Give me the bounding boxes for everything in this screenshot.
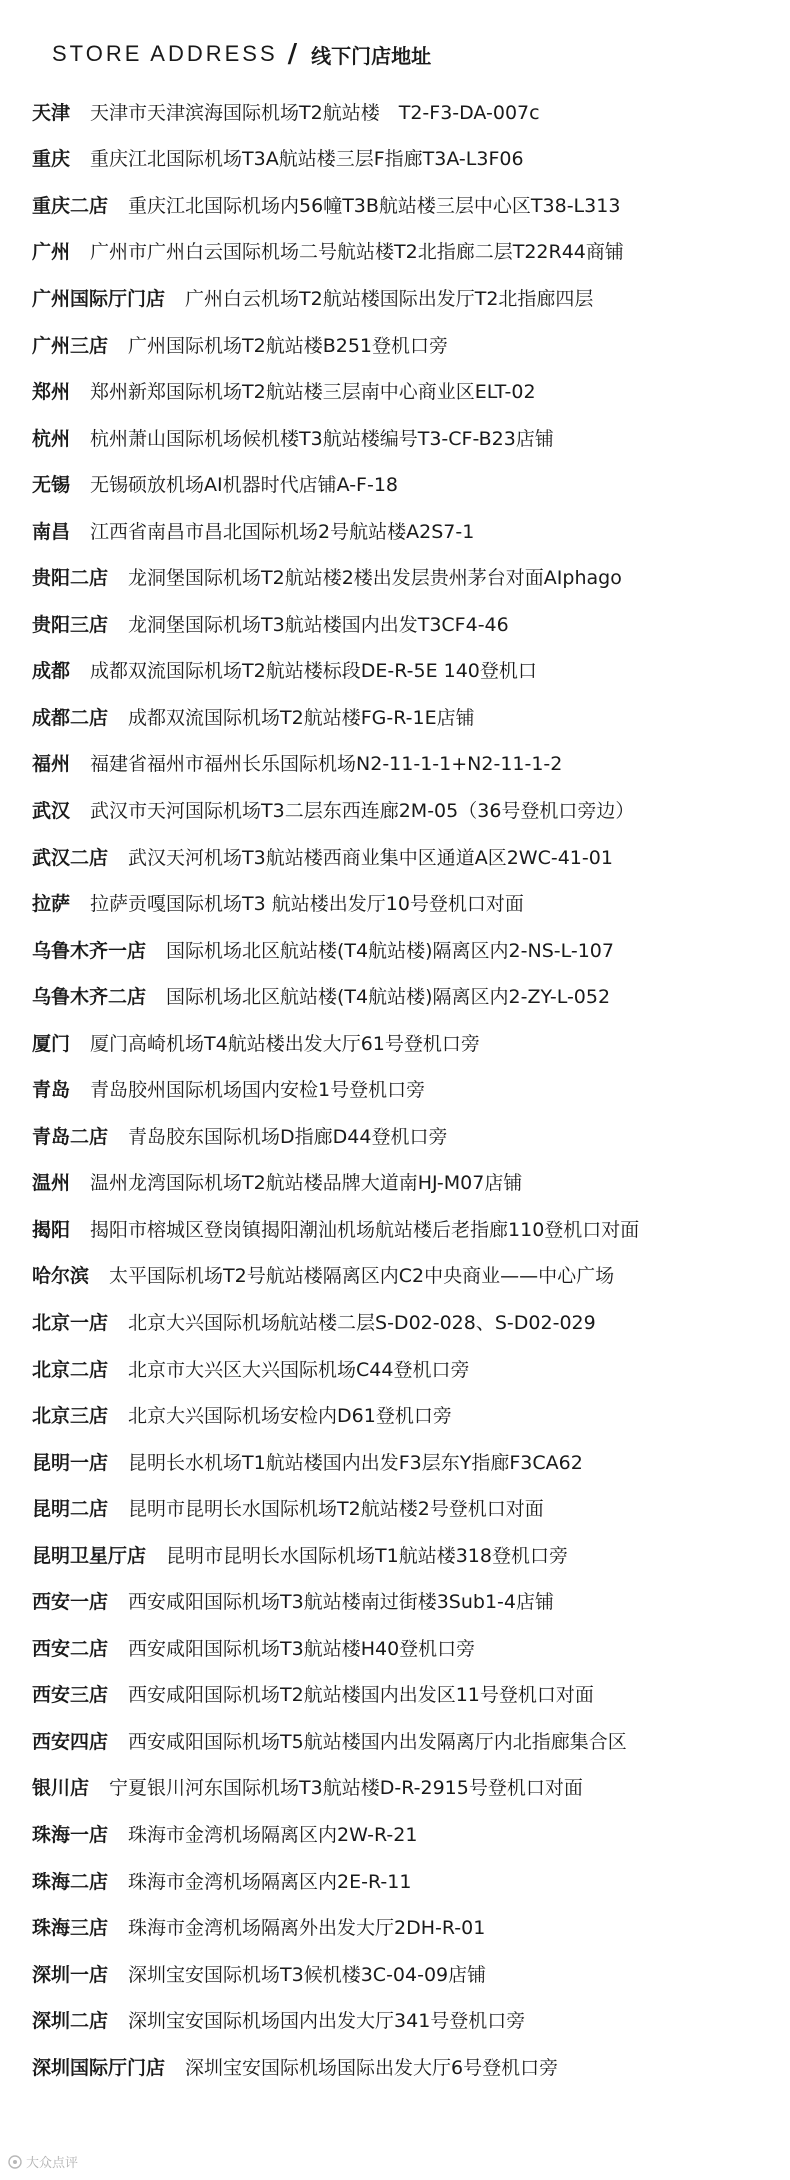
store-city: 南昌 [32,520,71,543]
store-address-list [32,88,772,2090]
store-row [32,135,772,182]
store-address: 重庆江北国际机场T3A航站楼三层F指廊T3A-L3F06 [90,148,524,171]
store-address: 深圳宝安国际机场国内出发大厅341号登机口旁 [128,2010,526,2033]
store-row [32,1996,772,2043]
store-address: 北京大兴国际机场航站楼二层S-D02-028、S-D02-029 [128,1311,596,1334]
store-address: 珠海市金湾机场隔离区内2E-R-11 [128,1870,412,1893]
store-city: 武汉二店 [32,846,109,869]
store-address: 昆明市昆明长水国际机场T1航站楼318登机口旁 [166,1544,568,1567]
store-address: 广州国际机场T2航站楼B251登机口旁 [128,334,449,357]
store-address: 天津市天津滨海国际机场T2航站楼 T2-F3-DA-007c [90,101,540,124]
store-city: 广州三店 [32,334,109,357]
store-row [32,1903,772,1950]
store-address: 昆明长水机场T1航站楼国内出发F3层东Y指廊F3CA62 [128,1451,583,1474]
store-row [32,1438,772,1485]
store-address: 北京大兴国际机场安检内D61登机口旁 [128,1405,452,1428]
store-row [32,1624,772,1671]
store-address: 珠海市金湾机场隔离外出发大厅2DH-R-01 [128,1917,486,1940]
store-row [32,274,772,321]
store-city: 广州 [32,241,71,264]
store-address: 珠海市金湾机场隔离区内2W-R-21 [128,1824,418,1846]
store-city: 成都 [32,660,71,683]
store-address: 拉萨贡嘎国际机场T3 航站楼出发厅10号登机口对面 [90,893,524,916]
store-city: 北京二店 [32,1358,109,1381]
store-row [32,693,772,740]
store-city: 青岛二店 [32,1125,109,1148]
store-row [32,833,772,880]
store-address: 成都双流国际机场T2航站楼FG-R-1E店铺 [128,706,475,729]
store-city: 银川店 [32,1777,90,1800]
store-row [32,600,772,647]
store-row [32,926,772,973]
store-city: 乌鲁木齐一店 [32,939,147,962]
store-city: 贵阳二店 [32,567,109,590]
store-city: 珠海二店 [32,1870,109,1893]
store-city: 无锡 [32,474,71,497]
store-row [32,1810,772,1857]
store-row [32,1159,772,1206]
store-city: 重庆二店 [32,194,109,217]
store-row [32,879,772,926]
store-city: 杭州 [32,427,71,450]
store-city: 深圳一店 [32,1963,109,1986]
store-city: 昆明二店 [32,1498,109,1521]
store-address: 杭州萧山国际机场候机楼T3航站楼编号T3-CF-B23店铺 [90,427,554,450]
store-city: 福州 [32,753,71,776]
store-row [32,1857,772,1904]
store-city: 昆明一店 [32,1451,109,1474]
store-address: 武汉天河机场T3航站楼西商业集中区通道A区2WC-41-01 [128,846,613,869]
store-row [32,367,772,414]
store-city: 拉萨 [32,893,71,916]
store-address: 温州龙湾国际机场T2航站楼品牌大道南HJ-M07店铺 [90,1172,523,1195]
store-row [32,1578,772,1625]
store-address: 成都双流国际机场T2航站楼标段DE-R-5E 140登机口 [90,660,537,683]
store-row [32,2043,772,2090]
store-address: 厦门高崎机场T4航站楼出发大厅61号登机口旁 [90,1032,480,1055]
store-row [32,1950,772,1997]
store-address: 青岛胶东国际机场D指廊D44登机口旁 [128,1125,448,1148]
store-address: 深圳宝安国际机场T3候机楼3C-04-09店铺 [128,1963,487,1986]
store-city: 深圳国际厅门店 [32,2056,166,2079]
store-row [32,1112,772,1159]
store-row [32,1345,772,1392]
store-city: 武汉 [32,799,71,822]
store-address: 宁夏银川河东国际机场T3航站楼D-R-2915号登机口对面 [109,1777,583,1800]
dianping-logo-icon [8,2155,22,2169]
store-row [32,553,772,600]
store-address: 武汉市天河国际机场T3二层东西连廊2M-05（36号登机口旁边） [90,799,635,822]
store-address: 广州市广州白云国际机场二号航站楼T2北指廊二层T22R44商铺 [90,241,624,264]
page-header [52,36,431,72]
store-address: 江西省南昌市昌北国际机场2号航站楼A2S7-1 [90,520,475,543]
store-address: 青岛胶州国际机场国内安检1号登机口旁 [90,1079,426,1102]
store-row [32,1717,772,1764]
store-address: 广州白云机场T2航站楼国际出发厅T2北指廊四层 [185,287,594,310]
store-city: 厦门 [32,1032,71,1055]
title-separator: / [287,39,298,69]
store-city: 西安四店 [32,1730,109,1753]
store-city: 昆明卫星厅店 [32,1544,147,1567]
store-row [32,740,772,787]
store-row [32,972,772,1019]
store-city: 西安一店 [32,1591,109,1614]
watermark-text: 大众点评 [26,2156,79,2171]
store-city: 广州国际厅门店 [32,287,166,310]
store-row [32,1671,772,1718]
store-address: 西安咸阳国际机场T5航站楼国内出发隔离厅内北指廊集合区 [128,1730,627,1753]
store-address: 揭阳市榕城区登岗镇揭阳潮汕机场航站楼后老指廊110登机口对面 [90,1218,640,1241]
store-row [32,1298,772,1345]
store-address: 郑州新郑国际机场T2航站楼三层南中心商业区ELT-02 [90,381,536,404]
title-chinese: 线下门店地址 [311,43,432,68]
store-row [32,88,772,135]
store-city: 西安三店 [32,1684,109,1707]
store-address: 国际机场北区航站楼(T4航站楼)隔离区内2-ZY-L-052 [166,986,611,1009]
store-city: 重庆 [32,148,71,171]
store-city: 揭阳 [32,1218,71,1241]
store-row [32,1252,772,1299]
store-row [32,647,772,694]
store-row [32,414,772,461]
store-row [32,507,772,554]
store-row [32,1065,772,1112]
store-address: 西安咸阳国际机场T2航站楼国内出发区11号登机口对面 [128,1684,594,1707]
store-address: 无锡硕放机场AI机器时代店铺A-F-18 [90,474,399,497]
store-address: 北京市大兴区大兴国际机场C44登机口旁 [128,1358,470,1381]
store-city: 成都二店 [32,706,109,729]
store-city: 深圳二店 [32,2010,109,2033]
store-row [32,1019,772,1066]
store-row [32,1205,772,1252]
store-address: 昆明市昆明长水国际机场T2航站楼2号登机口对面 [128,1498,544,1521]
store-row [32,460,772,507]
store-city: 珠海一店 [32,1824,109,1846]
store-row [32,321,772,368]
watermark [8,2152,78,2171]
store-address: 太平国际机场T2号航站楼隔离区内C2中央商业——中心广场 [109,1265,615,1288]
store-row [32,1764,772,1811]
store-city: 北京一店 [32,1311,109,1334]
store-address: 重庆江北国际机场内56幢T3B航站楼三层中心区T38-L313 [128,194,621,217]
store-city: 西安二店 [32,1637,109,1660]
store-row [32,1391,772,1438]
title-english: STORE ADDRESS [52,41,278,66]
store-city: 温州 [32,1172,71,1195]
store-city: 哈尔滨 [32,1265,90,1288]
store-row [32,181,772,228]
store-city: 乌鲁木齐二店 [32,986,147,1009]
store-city: 郑州 [32,381,71,404]
store-address: 西安咸阳国际机场T3航站楼南过街楼3Sub1-4店铺 [128,1591,554,1614]
store-city: 天津 [32,101,71,124]
store-address: 龙洞堡国际机场T2航站楼2楼出发层贵州茅台对面AIphago [128,567,622,590]
store-address: 龙洞堡国际机场T3航站楼国内出发T3CF4-46 [128,613,509,636]
store-city: 珠海三店 [32,1917,109,1940]
store-address: 西安咸阳国际机场T3航站楼H40登机口旁 [128,1637,476,1660]
store-row [32,228,772,275]
store-city: 青岛 [32,1079,71,1102]
store-row [32,1484,772,1531]
store-row [32,786,772,833]
store-address: 国际机场北区航站楼(T4航站楼)隔离区内2-NS-L-107 [166,939,614,962]
store-row [32,1531,772,1578]
store-address: 深圳宝安国际机场国际出发大厅6号登机口旁 [185,2056,559,2079]
store-address: 福建省福州市福州长乐国际机场N2-11-1-1+N2-11-1-2 [90,753,563,776]
store-city: 北京三店 [32,1405,109,1428]
store-city: 贵阳三店 [32,613,109,636]
